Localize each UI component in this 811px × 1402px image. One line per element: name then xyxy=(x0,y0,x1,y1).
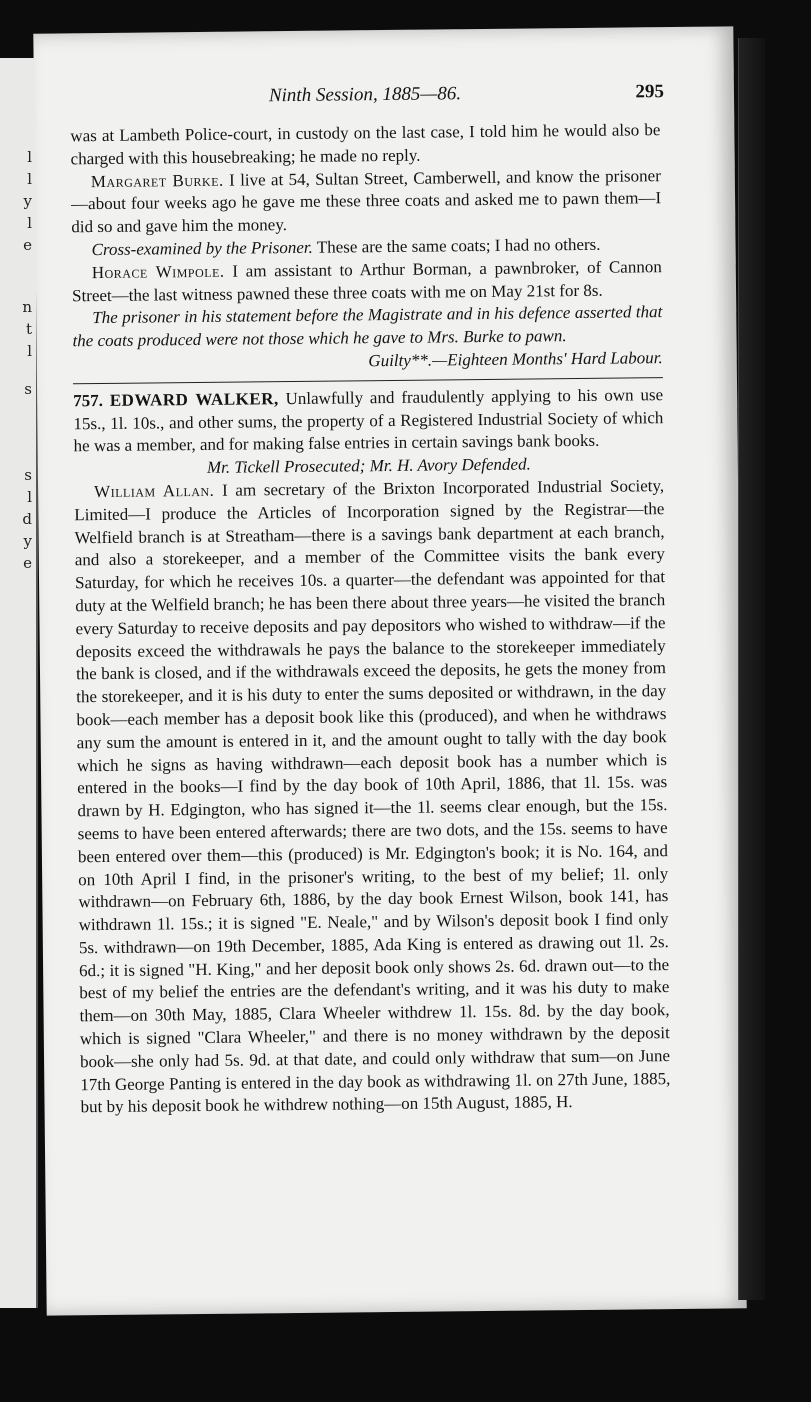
paragraph-prev-case-continuation: was at Lambeth Police-court, in custody on the last case, I told him he would also be charged with this housebreaking; he made no reply. xyxy=(70,120,661,169)
book-binding xyxy=(738,38,765,1300)
facing-page-fragment: e xyxy=(23,554,32,572)
testimony-text: I am assistant to Arthur Borman, a pawnbroker, of Cannon Street—the last witness pawned these three coats with me on May 21st for 8s. xyxy=(71,256,662,305)
facing-page-fragment: d xyxy=(22,510,32,528)
charge-text: Unlawfully and fraudulently applying to his own use 15s., 1l. 10s., and other sums, the property of a Registered Industrial Society of which he was a member, and for making false entries in certain savings bank books. xyxy=(73,384,664,456)
witness-name: Margaret Burke. xyxy=(90,170,224,191)
counsel-line: Mr. Tickell Prosecuted; Mr. H. Avory Defended. xyxy=(206,454,531,478)
verdict: Guilty**.—Eighteen Months' Hard Labour. xyxy=(368,348,663,371)
running-head-title: Ninth Session, 1885—86. xyxy=(268,83,462,107)
case-number: 757. xyxy=(73,390,103,411)
paragraph-witness-burke xyxy=(71,165,662,240)
facing-page-fragment: e xyxy=(23,236,32,254)
testimony-text: I am secretary of the Brixton Incorporated Industrial Society, Limited—I produce the Articles of Incorporation signed by the Registrar—the Welfield branch is at Streatham—there is a savings bank department at each branch, and also a storekeeper, and a member of the Committee visits the bank every Saturday, for which he receives 10s. a quarter—the defendant was appointed for that duty at the Welfield branch; he has been there about three years—he visited the branch every Saturday to receive deposits and pay depositors who wished to withdraw—if the deposits exceed the withdrawals he pays the balance to the storekeeper immediately the bank is closed, and if the withdrawals exceed the deposits, he gets the money from the storekeeper, and it is his duty to enter the sums deposited or withdrawn, in the day book—each member has a deposit book like this (produced), and when he withdraws any sum the amount is entered in it, and the amount ought to tally with the day book which he signs as having withdrawn—each deposit book has a number which is entered in the books—I find by the day book of 10th April, 1886, that 1l. 15s. was drawn by H. Edgington, who has signed it—the 1l. seems clear enough, but the 15s. seems to have been entered afterwards; there are two dots, and the 15s. seems to have been entered over them—this (produced) is Mr. Edgington's book; it is No. 164, and on 10th April I find, in the prisoner's writing, to the best of my belief; 1l. only withdrawn—on February 6th, 1886, by the day book Ernest Wilson, book 141, has withdrawn 1l. 15s.; it is signed "E. Neale," and by Wilson's deposit book I find only 5s. withdrawn—on 19th December, 1885, Ada King is entered as drawing out 1l. 2s. 6d.; it is signed "H. King," and her deposit book only shows 2s. 6d. drawn out—to the best of my belief the entries are the defendant's writing, and it was his duty to make them—on 30th May, 1885, Clara Wheeler withdrew 1l. 15s. 8d. by the day book, which is signed "Clara Wheeler," and there is no money withdrawn by the deposit book—she only had 5s. 9d. at that date, and could only withdraw that sum—on June 17th George Panting is entered in the day book as withdrawing 1l. on 27th June, 1885, but by his deposit book he withdrew nothing—on 15th August, 1885, H. xyxy=(74,476,671,1117)
paragraph-witness-allan xyxy=(74,475,671,1119)
witness-name: Horace Wimpole. xyxy=(91,261,225,282)
cross-examination-label: Cross-examined by the Prisoner. xyxy=(91,237,313,260)
facing-page-fragment: y xyxy=(23,192,32,210)
testimony-text: I live at 54, Sultan Street, Camberwell, and know the prisoner—about four weeks ago he gave me these three coats and asked me to pawn them—I did so and gave him the money. xyxy=(70,165,662,237)
facing-page-fragment: n xyxy=(22,298,32,316)
case-divider xyxy=(73,377,663,384)
facing-page-fragment: s xyxy=(24,466,32,484)
page-text xyxy=(70,81,671,1119)
case-heading xyxy=(73,384,664,459)
facing-page-fragment: l xyxy=(27,170,32,188)
page-number: 295 xyxy=(635,81,665,103)
witness-name: William Allan. xyxy=(94,480,215,502)
facing-page-fragment: l xyxy=(27,214,32,232)
book-page xyxy=(33,26,746,1315)
prisoner-statement: The prisoner in his statement before the Magistrate and in his defence asserted that the coats produced were not those which he gave to Mrs. Burke to pawn. xyxy=(72,302,663,351)
facing-page-fragment: s xyxy=(24,380,32,398)
defendant-name: EDWARD WALKER, xyxy=(109,388,279,410)
facing-page-edge xyxy=(0,58,38,1308)
paragraph-witness-wimpole xyxy=(72,256,662,308)
testimony-text: These are the same coats; I had no others. xyxy=(316,234,601,257)
facing-page-fragment: l xyxy=(27,342,32,360)
facing-page-fragment: l xyxy=(27,488,32,506)
facing-page-fragment: t xyxy=(25,320,32,338)
facing-page-fragment: y xyxy=(23,532,32,550)
facing-page-fragment: l xyxy=(27,148,32,166)
running-head xyxy=(70,81,665,119)
